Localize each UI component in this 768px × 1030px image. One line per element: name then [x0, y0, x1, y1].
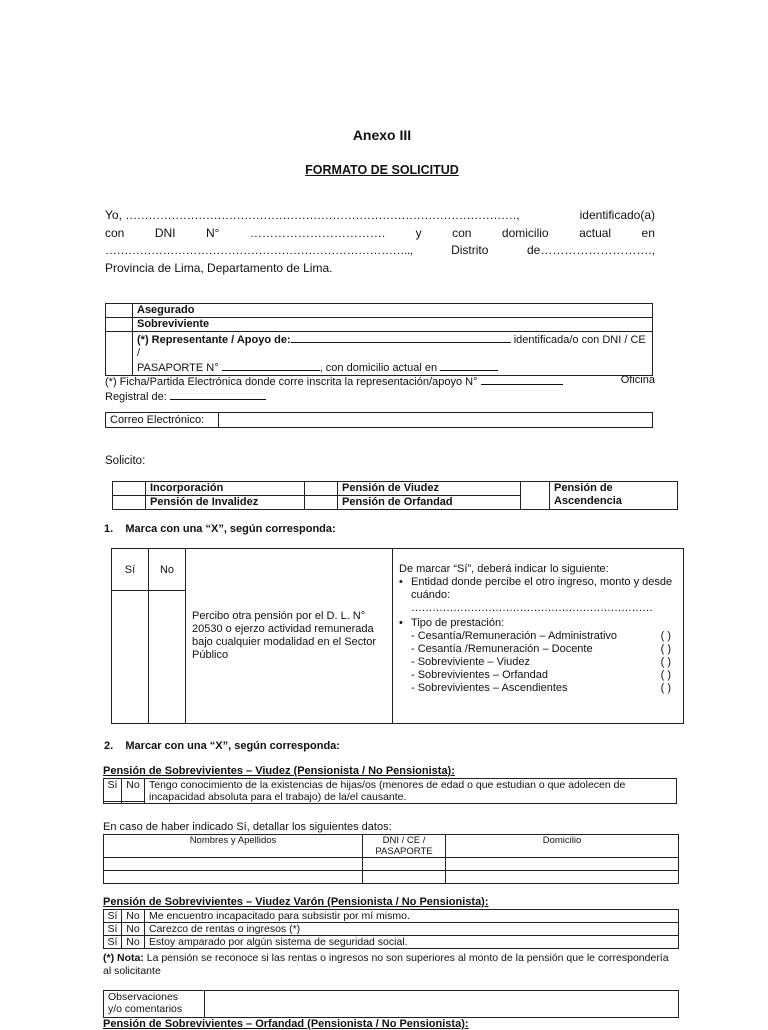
observations-input[interactable] [205, 991, 679, 1018]
bullet-2-text: Tipo de prestación: [411, 617, 505, 629]
table-cell-input[interactable] [446, 858, 679, 871]
viudez-heading: Pensión de Sobrevivientes – Viudez (Pensionista / No Pensionista): [103, 765, 455, 777]
bullet-1-text: Entidad donde percibe el otro ingreso, monto y desde cuándo: [411, 576, 673, 601]
other-pension-text: Percibo otra pensión por el D. L. N° 20530 o ejerzo actividad remunerada bajo cualquier modalidad en el Sector Público [186, 549, 393, 724]
no-label: No [122, 779, 145, 802]
intro-address-dots: …………………………………………………………………….., [105, 243, 413, 257]
intro-word: con [452, 226, 472, 240]
mark-paren[interactable]: ( ) [660, 630, 671, 642]
option-invalidez: Pensión de Invalidez [146, 496, 305, 510]
intro-line-1 [105, 208, 655, 222]
list-item[interactable]: - Cesantía/Remuneración – Administrativo ( ) [411, 630, 671, 642]
checkbox-cell[interactable] [305, 496, 338, 510]
mark-paren[interactable]: ( ) [660, 656, 671, 668]
table-cell-input[interactable] [363, 871, 446, 884]
varon-row-text: Estoy amparado por algún sistema de seguridad social. [145, 936, 679, 949]
role-survivor: Sobreviviente [133, 318, 653, 332]
mark-paren[interactable]: ( ) [660, 643, 671, 655]
checkbox-cell[interactable] [106, 332, 133, 376]
ficha-registral: Registral de: [105, 391, 167, 403]
ascendencia-line-2: Ascendencia [554, 495, 622, 507]
intro-name-dots: …………………………………………………………………………………………, [125, 208, 520, 222]
section-1-table [111, 548, 684, 724]
prestacion-list [399, 630, 677, 695]
intro-word: con [105, 226, 125, 240]
si-checkbox[interactable] [112, 591, 149, 724]
children-table [103, 834, 679, 884]
varon-row-text: Carezco de rentas o ingresos (*) [145, 923, 679, 936]
no-checkbox[interactable]: No [122, 923, 145, 936]
observations-table [103, 990, 679, 1018]
option-ascendencia [550, 482, 678, 510]
intro-word: actual [579, 226, 612, 240]
option-orfandad: Pensión de Orfandad [338, 496, 521, 510]
checkbox-cell[interactable] [305, 482, 338, 496]
list-item[interactable]: - Sobrevivientes – Orfandad ( ) [411, 669, 671, 681]
annex-title: Anexo III [352, 127, 412, 143]
list-item[interactable]: - Cesantía /Remuneración – Docente ( ) [411, 643, 671, 655]
mark-paren[interactable]: ( ) [660, 669, 671, 681]
section-2-heading: 2. Marcar con una “X”, según corresponda: [104, 740, 340, 752]
role-table [105, 303, 653, 376]
domicile-label: , con domicilio actual en [319, 362, 438, 374]
viudez-text: Tengo conocimiento de la existencias de hijas/os (menores de edad o que estudian o que adolecen de incapacidad absoluta para el trabajo) de la/el causante. [145, 779, 677, 804]
table-cell-input[interactable] [104, 871, 363, 884]
varon-row-text: Me encuentro incapacitado para subsistir por mí mismo. [145, 910, 679, 923]
details-bullet-1: • Entidad donde percibe el otro ingreso, monto y desde cuándo: [399, 576, 673, 601]
ascendencia-line-1: Pensión de [554, 482, 613, 494]
registral-blank[interactable] [170, 389, 266, 400]
form-title: FORMATO DE SOLICITUD [305, 163, 459, 177]
col-names-header: Nombres y Apellidos [104, 835, 363, 858]
table-cell-input[interactable] [363, 858, 446, 871]
viudez-table [103, 778, 677, 804]
col-doc-header: DNI / CE / PASAPORTE [363, 835, 446, 858]
checkbox-cell[interactable] [113, 496, 146, 510]
list-item[interactable]: - Sobreviviente – Viudez ( ) [411, 656, 671, 668]
intro-identificado: identificado(a) [579, 208, 655, 222]
ficha-line [105, 374, 655, 404]
checkbox-cell[interactable] [521, 482, 550, 510]
passport-label: PASAPORTE N° [137, 362, 219, 374]
domicile-blank[interactable] [440, 360, 498, 371]
checkbox-cell[interactable] [106, 304, 133, 318]
note [103, 952, 677, 978]
intro-line-4: Provincia de Lima, Departamento de Lima. [105, 261, 333, 275]
checkbox-cell[interactable] [113, 482, 146, 496]
passport-blank[interactable] [222, 360, 320, 371]
observations-label: Observaciones y/o comentarios [104, 991, 205, 1018]
intro-line-3 [105, 243, 655, 257]
email-table [105, 412, 653, 428]
email-label: Correo Electrónico: [106, 413, 219, 428]
varon-heading: Pensión de Sobrevivientes – Viudez Varón (Pensionista / No Pensionista): [103, 896, 489, 908]
list-item[interactable]: - Sobrevivientes – Ascendientes ( ) [411, 682, 671, 694]
intro-word: DNI [154, 226, 176, 240]
intro-yo: Yo, [105, 208, 122, 222]
ficha-number-blank[interactable] [481, 374, 563, 385]
details-dots[interactable]: …………………………………………………………… [411, 602, 653, 614]
checkbox-cell[interactable] [106, 318, 133, 332]
si-checkbox[interactable]: Sí [104, 923, 122, 936]
intro-word: domicilio [501, 226, 549, 240]
role-representative [133, 332, 653, 376]
table-cell-input[interactable] [446, 871, 679, 884]
rep-id-text: identificada/o con DNI / CE / [137, 334, 646, 359]
intro-dni-dots: ……………………………. [249, 226, 386, 240]
intro-word: en [641, 226, 655, 240]
ficha-office: Oficina [620, 374, 655, 386]
intro-distrito-dots: de………………………., [526, 243, 655, 257]
col-domicilio-header: Domicilio [446, 835, 679, 858]
varon-table [103, 909, 679, 949]
no-checkbox[interactable] [122, 802, 145, 804]
option-viudez: Pensión de Viudez [338, 482, 521, 496]
orfandad-heading: Pensión de Sobrevivientes – Orfandad (Pensionista / No Pensionista): [103, 1018, 469, 1030]
mark-paren[interactable]: ( ) [660, 682, 671, 694]
intro-word: N° [205, 226, 220, 240]
intro-word: y [415, 226, 422, 240]
section-1-heading: 1. Marca con una “X”, según corresponda: [104, 523, 336, 535]
intro-line-2 [105, 226, 655, 240]
no-checkbox[interactable]: No [122, 936, 145, 949]
ficha-text: (*) Ficha/Partida Electrónica donde corre inscrita la representación/apoyo N° [105, 376, 478, 388]
solicito-label: Solicito: [105, 455, 146, 467]
no-checkbox[interactable] [149, 591, 186, 724]
si-header: Sí [112, 549, 149, 591]
details-bullet-2: • Tipo de prestación: [399, 617, 505, 629]
table-cell-input[interactable] [104, 858, 363, 871]
si-checkbox[interactable]: Sí [104, 910, 122, 923]
detail-intro: En caso de haber indicado Sí, detallar los siguientes datos: [103, 821, 392, 833]
si-label: Sí [104, 779, 122, 802]
other-pension-details [393, 549, 684, 724]
option-incorporacion: Incorporación [146, 482, 305, 496]
solicito-table [112, 481, 678, 510]
note-text: La pensión se reconoce si las rentas o ingresos no son superiores al monto de la pensión que le correspondería al solicitante [103, 952, 669, 977]
si-checkbox[interactable]: Sí [104, 936, 122, 949]
role-insured: Asegurado [133, 304, 653, 318]
rep-label: (*) Representante / Apoyo de: [137, 334, 291, 346]
no-header: No [149, 549, 186, 591]
si-checkbox[interactable] [104, 802, 122, 804]
rep-name-blank[interactable] [291, 332, 511, 343]
no-checkbox[interactable]: No [122, 910, 145, 923]
email-input[interactable] [219, 413, 653, 428]
details-intro: De marcar “Sí”, deberá indicar lo siguiente: [399, 563, 609, 575]
intro-distrito: Distrito [451, 243, 489, 257]
note-label: (*) Nota: [103, 952, 144, 964]
